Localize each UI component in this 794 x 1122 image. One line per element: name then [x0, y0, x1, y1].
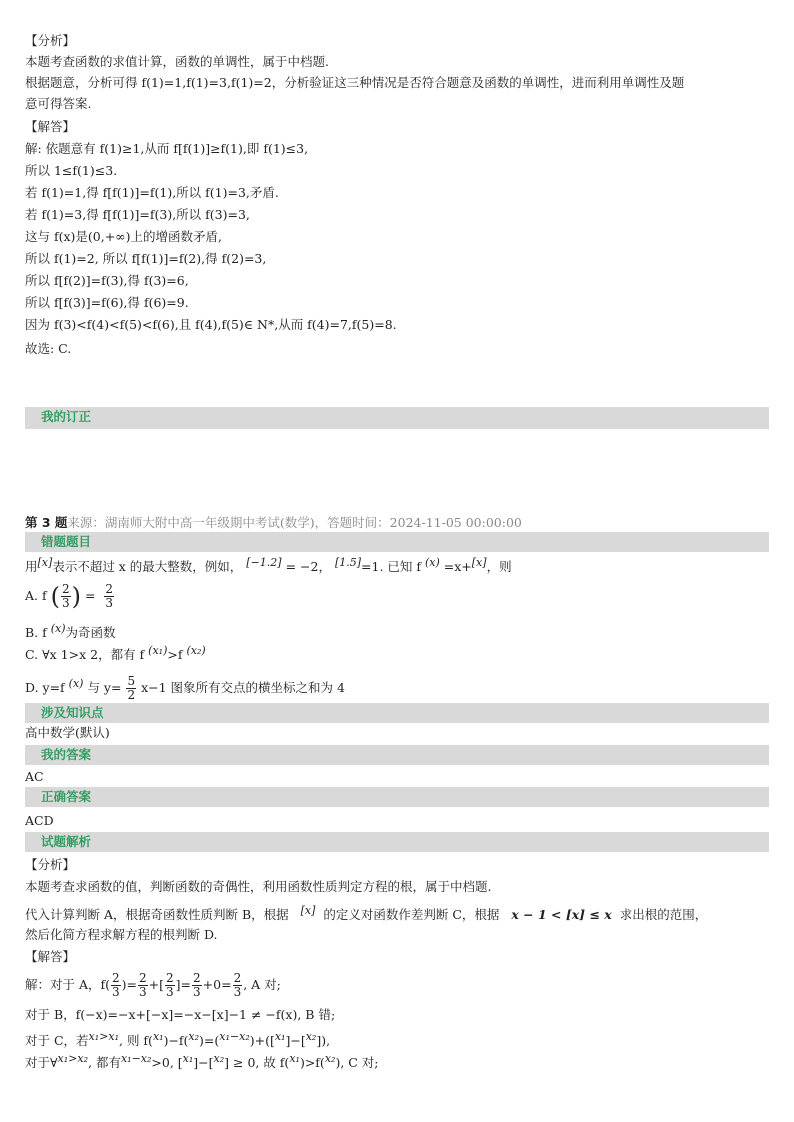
solution-line: 若 f(1)=3,得 f[f(1)]=f(3),所以 f(3)=3,: [25, 207, 250, 222]
knowledge-bar: [25, 703, 769, 723]
solution-line: 所以 f[f(2)]=f(3),得 f(3)=6,: [25, 273, 189, 288]
fraction: $\frac{2}{3}$: [166, 971, 174, 999]
analysis-line: 然后化简方程求解方程的根判断 D.: [25, 927, 218, 942]
knowledge-value: 高中数学(默认): [25, 725, 110, 740]
solution-line: 若 f(1)=1,得 f[f(1)]=f(1),所以 f(1)=3,矛盾.: [25, 185, 279, 200]
solution-line: 故选: C.: [25, 341, 72, 356]
my-correction-title: 我的订正: [41, 409, 92, 424]
wrong-question-bar: [25, 532, 769, 552]
analysis-tag: 【分析】: [25, 33, 76, 48]
my-correction-bar: [25, 407, 769, 429]
solution-line: 因为 f(3)<f(4)<f(5)<f(6),且 f(4),f(5)∈ N*,从而 f(4)=7,f(5)=8.: [25, 317, 397, 332]
solution-tag: 【解答】: [25, 949, 76, 964]
my-answer-bar: [25, 745, 769, 765]
question-stem: 用[x]表示不超过 x 的最大整数，例如， [−1.2] = −2， [1.5]=1. 已知 f (x) =x+[x]，则: [25, 556, 512, 574]
correct-answer-value: ACD: [25, 813, 54, 828]
my-answer-value: AC: [25, 769, 44, 784]
solution-line: 解: 依题意有 f(1)≥1,从而 f[f(1)]≥f(1),即 f(1)≤3,: [25, 141, 309, 156]
question-header: [25, 514, 522, 532]
question-source: 来源：湖南师大附中高一年级期中考试(数学)，答题时间：2024-11-05 00:00:00: [67, 515, 522, 530]
answer-tag: 【解答】: [25, 119, 76, 134]
fraction: $\frac{2}{3}$: [61, 582, 70, 610]
inequality: x − 1 < [x] ≤ x: [511, 907, 612, 922]
solution-line: 这与 f(x)是(0,+∞)上的增函数矛盾,: [25, 229, 222, 244]
fraction: $\frac{2}{3}$: [233, 971, 242, 999]
analysis-line: 本题考查求函数的值，判断函数的奇偶性，利用函数性质判定方程的根，属于中档题.: [25, 879, 492, 894]
correct-answer-bar: [25, 787, 769, 807]
fraction: $\frac{5}{2}$: [127, 674, 136, 702]
solution-line: 所以 f[f(3)]=f(6),得 f(6)=9.: [25, 295, 189, 310]
question-number: 第 3 题: [25, 515, 68, 530]
option-d: D. y=f (x) 与 y= $\frac{5}{2}$ x−1 图象所有交点的横坐标之和为 4: [25, 674, 345, 702]
fraction: $\frac{2}{3}$: [139, 971, 147, 999]
fraction: $\frac{2}{3}$: [105, 582, 114, 610]
option-c: C. ∀x 1>x 2，都有 f (x₁)>f (x₂): [25, 644, 206, 662]
solution-line: 解：对于 A，f( $\frac{2}{3}$ )= $\frac{2}{3}$ +[ $\frac{2}{3}$ ]= $\frac{2}{3}$ +0= $\frac{2}{3}$ , A 对;: [25, 971, 281, 999]
wrong-question-title: 错题题目: [41, 534, 92, 549]
my-answer-title: 我的答案: [41, 747, 92, 762]
correct-answer-title: 正确答案: [41, 789, 92, 804]
solution-line: 对于 C，若x₁>x₁, 则 f(x₁)−f(x₂)=(x₁−x₂)+([x₁]−[x₂]),: [25, 1030, 331, 1048]
analysis-tag: 【分析】: [25, 857, 76, 872]
solution-line: 对于∀x₁>x₂, 都有x₁−x₂>0, [x₁]−[x₂] ≥ 0, 故 f(x₁)>f(x₂), C 对;: [25, 1052, 379, 1070]
analysis-line: 意可得答案.: [25, 96, 92, 111]
knowledge-title: 涉及知识点: [41, 705, 104, 720]
solution-line: 对于 B，f(−x)=−x+[−x]=−x−[x]−1 ≠ −f(x), B 错;: [25, 1007, 336, 1022]
analysis-line: 根据题意，分析可得 f(1)=1,f(1)=3,f(1)=2，分析验证这三种情况是否符合题意及函数的单调性，进而利用单调性及题: [25, 75, 685, 90]
fraction: $\frac{2}{3}$: [193, 971, 201, 999]
analysis-line: 本题考查函数的求值计算，函数的单调性，属于中档题.: [25, 54, 329, 69]
option-a: A. f ( $\frac{2}{3}$ ) = $\frac{2}{3}$: [25, 582, 114, 611]
solution-line: 所以 1≤f(1)≤3.: [25, 163, 118, 178]
solution-line: 所以 f(1)=2, 所以 f[f(1)]=f(2),得 f(2)=3,: [25, 251, 267, 266]
option-b: B. f (x)为奇函数: [25, 622, 116, 640]
fraction: $\frac{2}{3}$: [112, 971, 120, 999]
analysis-title: 试题解析: [41, 834, 92, 849]
analysis-bar: [25, 832, 769, 852]
analysis-line: 代入计算判断 A，根据奇函数性质判断 B，根据 [x] 的定义对函数作差判断 C，根据 x − 1 < [x] ≤ x 求出根的范围，: [25, 904, 708, 922]
